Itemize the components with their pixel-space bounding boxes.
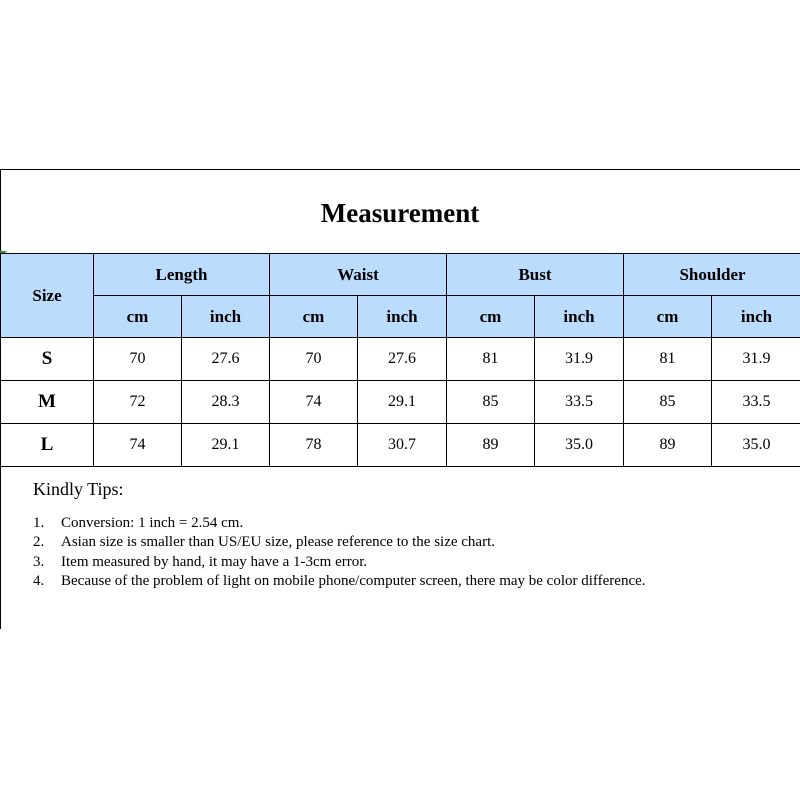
table-cell: 74: [94, 424, 182, 467]
table-cell: 27.6: [182, 338, 270, 381]
table-cell: 85: [447, 381, 535, 424]
unit-header-row: [1, 296, 800, 338]
table-cell: 72: [94, 381, 182, 424]
unit-header: inch: [535, 296, 624, 338]
table-cell: 29.1: [358, 381, 447, 424]
group-header-shoulder: Shoulder: [624, 254, 800, 296]
table-cell: 70: [94, 338, 182, 381]
table-cell: 78: [270, 424, 358, 467]
size-table: [0, 253, 800, 467]
table-cell: 33.5: [712, 381, 800, 424]
table-cell: 28.3: [182, 381, 270, 424]
list-number: 2.: [33, 534, 45, 550]
table-row: [1, 424, 800, 467]
table-cell: 30.7: [358, 424, 447, 467]
table-cell: 35.0: [535, 424, 624, 467]
table-cell: 89: [624, 424, 712, 467]
table-cell: 29.1: [182, 424, 270, 467]
table-cell: 35.0: [712, 424, 800, 467]
table-row: [1, 381, 800, 424]
list-text: Because of the problem of light on mobile phone/computer screen, there may be color difference.: [61, 573, 646, 589]
table-row: [1, 338, 800, 381]
unit-header: cm: [447, 296, 535, 338]
unit-header: inch: [358, 296, 447, 338]
table-header-row: [1, 254, 800, 296]
list-number: 3.: [33, 553, 45, 570]
table-cell: 27.6: [358, 338, 447, 381]
list-item: [33, 533, 773, 553]
size-cell: M: [1, 381, 94, 424]
table-cell: 81: [447, 338, 535, 381]
unit-header: inch: [712, 296, 800, 338]
size-header: Size: [1, 254, 94, 338]
group-header-waist: Waist: [270, 254, 447, 296]
list-text: Item measured by hand, it may have a 1-3cm error.: [61, 553, 368, 570]
size-cell: L: [1, 424, 94, 467]
unit-header: inch: [182, 296, 270, 338]
group-header-length: Length: [94, 254, 270, 296]
list-text: Asian size is smaller than US/EU size, please reference to the size chart.: [61, 534, 495, 550]
group-header-bust: Bust: [447, 254, 624, 296]
list-text: Conversion: 1 inch = 2.54 cm.: [61, 514, 244, 531]
list-number: 4.: [33, 573, 45, 589]
list-item: [33, 514, 773, 534]
table-cell: 74: [270, 381, 358, 424]
tips-section: [33, 480, 773, 592]
list-item: [33, 553, 773, 573]
page-title: Measurement: [320, 198, 480, 228]
table-cell: 70: [270, 338, 358, 381]
table-cell: 31.9: [535, 338, 624, 381]
unit-header: cm: [624, 296, 712, 338]
table-cell: 81: [624, 338, 712, 381]
unit-header: cm: [94, 296, 182, 338]
tips-list: [33, 514, 773, 592]
unit-header: cm: [270, 296, 358, 338]
table-cell: 31.9: [712, 338, 800, 381]
table-cell: 89: [447, 424, 535, 467]
table-cell: 85: [624, 381, 712, 424]
list-number: 1.: [33, 514, 45, 531]
size-cell: S: [1, 338, 94, 381]
table-cell: 33.5: [535, 381, 624, 424]
list-item: [33, 572, 773, 592]
tips-title: Kindly Tips:: [33, 479, 124, 499]
